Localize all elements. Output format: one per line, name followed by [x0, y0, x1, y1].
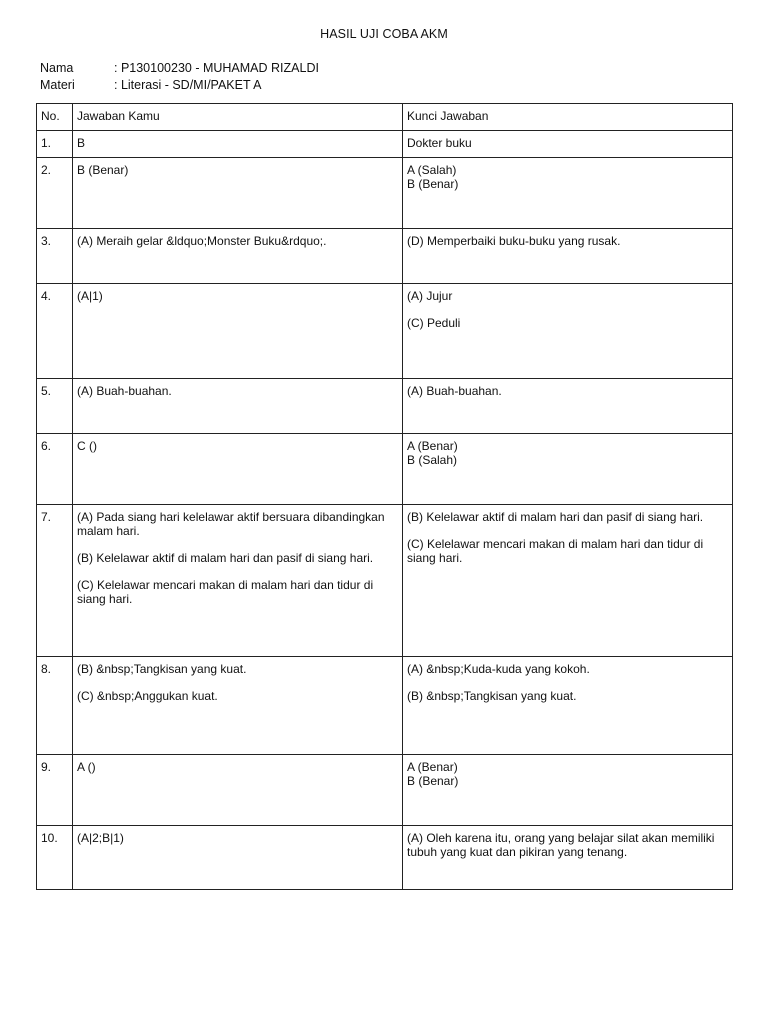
table-row	[37, 434, 733, 505]
answer-text: (A) Meraih gelar &ldquo;Monster Buku&rdquo;.	[77, 234, 327, 248]
key-text: (C) Kelelawar mencari makan di malam hari dan tidur di siang hari.	[407, 537, 704, 565]
answer-cell	[73, 284, 403, 379]
key-cell	[403, 826, 733, 890]
key-cell	[403, 434, 733, 505]
header-no: No.	[37, 104, 73, 131]
key-cell	[403, 131, 733, 158]
key-text: (A) &nbsp;Kuda-kuda yang kokoh.	[407, 662, 590, 676]
answer-table	[36, 103, 733, 890]
key-text: (B) Kelelawar aktif di malam hari dan pasif di siang hari.	[407, 510, 704, 524]
key-cell	[403, 657, 733, 755]
table-row	[37, 158, 733, 229]
answer-text: (A|2;B|1)	[77, 831, 124, 845]
table-row	[37, 755, 733, 826]
key-cell	[403, 755, 733, 826]
answer-cell	[73, 505, 403, 657]
answer-text: (C) Kelelawar mencari makan di malam hari dan tidur di siang hari.	[77, 578, 374, 606]
table-row	[37, 229, 733, 284]
table-header-row	[37, 104, 733, 131]
table-row	[37, 505, 733, 657]
header-answer: Jawaban Kamu	[73, 104, 403, 131]
table-row	[37, 131, 733, 158]
key-cell	[403, 379, 733, 434]
answer-cell	[73, 434, 403, 505]
page-title: HASIL UJI COBA AKM	[320, 27, 448, 41]
row-number: 3.	[37, 229, 73, 284]
answer-cell	[73, 229, 403, 284]
answer-text: (C) &nbsp;Anggukan kuat.	[77, 689, 218, 703]
key-text: Dokter buku	[407, 136, 472, 150]
row-number: 4.	[37, 284, 73, 379]
key-text: (A) Jujur	[407, 289, 453, 303]
row-number: 7.	[37, 505, 73, 657]
key-text: B (Benar)	[407, 774, 459, 788]
answer-text: B (Benar)	[77, 163, 129, 177]
key-cell	[403, 229, 733, 284]
answer-cell	[73, 826, 403, 890]
answer-text: (A|1)	[77, 289, 103, 303]
row-number: 9.	[37, 755, 73, 826]
meta-value-nama: : P130100230 - MUHAMAD RIZALDI	[114, 61, 319, 75]
row-number: 1.	[37, 131, 73, 158]
key-text: B (Benar)	[407, 177, 459, 191]
key-text: (A) Oleh karena itu, orang yang belajar silat akan memiliki tubuh yang kuat dan pikiran yang tenang.	[407, 831, 715, 859]
answer-cell	[73, 755, 403, 826]
meta-value-materi: : Literasi - SD/MI/PAKET A	[114, 78, 262, 92]
answer-cell	[73, 657, 403, 755]
row-number: 8.	[37, 657, 73, 755]
key-text: (A) Buah-buahan.	[407, 384, 502, 398]
meta-label-nama: Nama	[40, 61, 74, 75]
answer-text: C ()	[77, 439, 97, 453]
table-row	[37, 826, 733, 890]
meta-label-materi: Materi	[40, 78, 75, 92]
key-text: A (Salah)	[407, 163, 457, 177]
key-text: B (Salah)	[407, 453, 458, 467]
answer-text: (B) &nbsp;Tangkisan yang kuat.	[77, 662, 247, 676]
answer-text: B	[77, 136, 86, 150]
key-text: (D) Memperbaiki buku-buku yang rusak.	[407, 234, 621, 248]
answer-text: A ()	[77, 760, 96, 774]
table-row	[37, 379, 733, 434]
answer-cell	[73, 131, 403, 158]
key-cell	[403, 505, 733, 657]
key-cell	[403, 158, 733, 229]
answer-text: (A) Pada siang hari kelelawar aktif bersuara dibandingkan malam hari.	[77, 510, 385, 538]
key-text: (B) &nbsp;Tangkisan yang kuat.	[407, 689, 577, 703]
answer-cell	[73, 158, 403, 229]
row-number: 2.	[37, 158, 73, 229]
table-row	[37, 284, 733, 379]
key-text: A (Benar)	[407, 760, 458, 774]
answer-text: (A) Buah-buahan.	[77, 384, 172, 398]
header-key: Kunci Jawaban	[403, 104, 733, 131]
key-cell	[403, 284, 733, 379]
row-number: 5.	[37, 379, 73, 434]
row-number: 6.	[37, 434, 73, 505]
meta-materi	[40, 78, 262, 92]
key-text: A (Benar)	[407, 439, 458, 453]
table-row	[37, 657, 733, 755]
meta-nama	[40, 61, 319, 75]
answer-cell	[73, 379, 403, 434]
answer-text: (B) Kelelawar aktif di malam hari dan pasif di siang hari.	[77, 551, 374, 565]
key-text: (C) Peduli	[407, 316, 461, 330]
row-number: 10.	[37, 826, 73, 890]
